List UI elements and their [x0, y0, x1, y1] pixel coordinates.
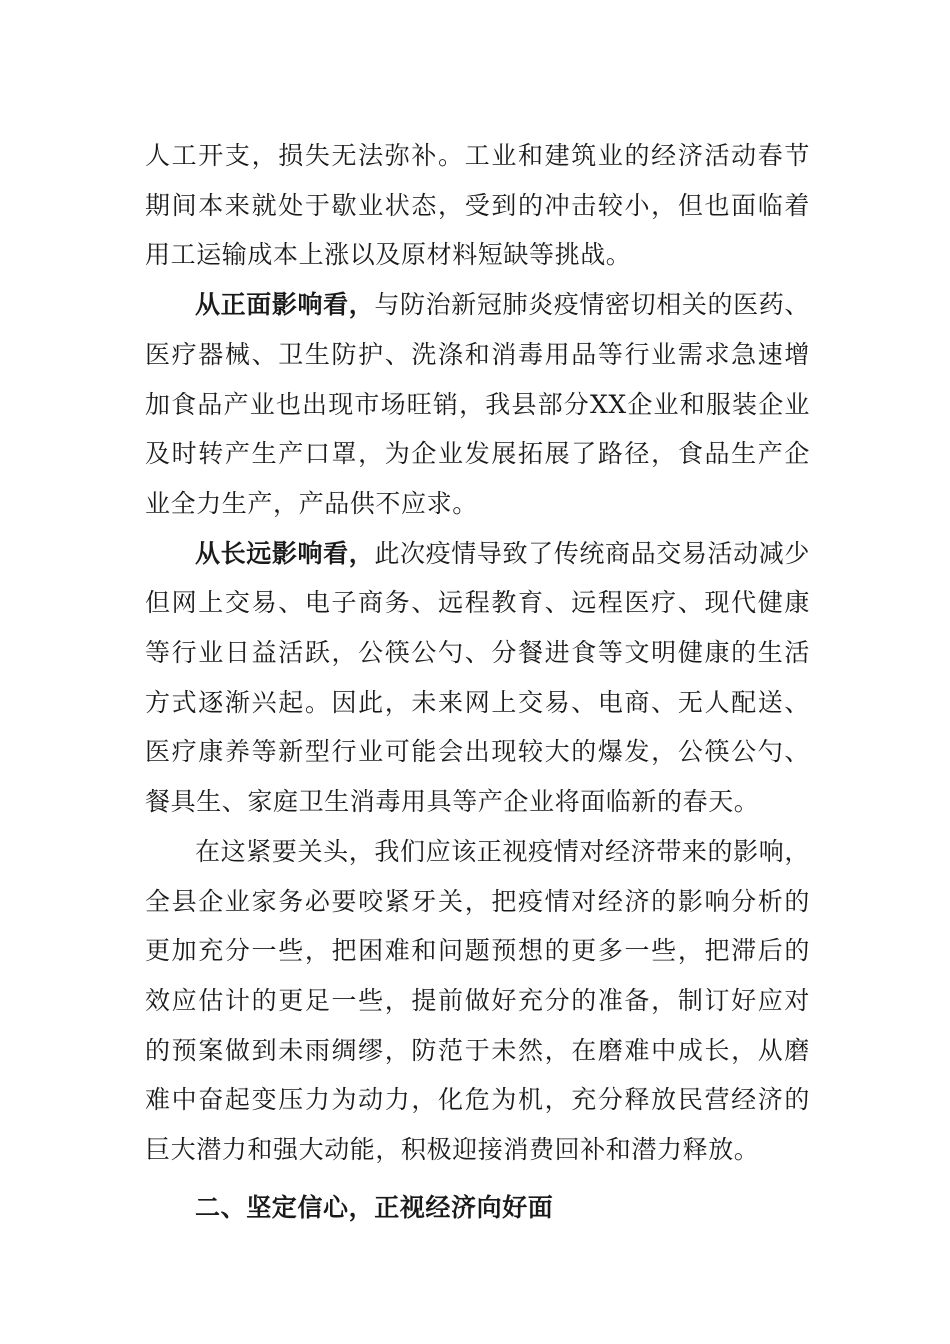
paragraph-continuation	[145, 131, 810, 280]
paragraph-lead-positive: 从正面影响看，	[195, 290, 375, 320]
paragraph-long-term-impact	[145, 529, 810, 827]
paragraph-positive-impact	[145, 280, 810, 529]
paragraph-text: 此次疫情导致了传统商品交易活动减少但网上交易、电子商务、远程教育、远程医疗、现代健康等行业日益活跃，公筷公勺、分餐进食等文明健康的生活方式逐渐兴起。因此，未来网上交易、电商、无人配送、医疗康养等新型行业可能会出现较大的爆发，公筷公勺、餐具生、家庭卫生消毒用具等产企业将面临新的春天。	[145, 538, 811, 817]
document-body	[145, 131, 810, 1232]
paragraph-text: 与防治新冠肺炎疫情密切相关的医药、医疗器械、卫生防护、洗涤和消毒用品等行业需求急速增加食品产业也出现市场旺销，我县部分XX企业和服装企业及时转产生产口罩，为企业发展拓展了路径，食品生产企业全力生产，产品供不应求。	[145, 290, 811, 518]
section-heading: 二、坚定信心，正视经济向好面	[195, 1192, 554, 1222]
paragraph-lead-long-term: 从长远影响看，	[195, 538, 375, 568]
paragraph-text: 人工开支，损失无法弥补。工业和建筑业的经济活动春节期间本来就处于歇业状态，受到的冲击较小，但也面临着用工运输成本上涨以及原材料短缺等挑战。	[145, 141, 810, 270]
paragraph-text: 在这紧要关头，我们应该正视疫情对经济带来的影响，全县企业家务必要咬紧牙关，把疫情对经济的影响分析的更加充分一些，把困难和问题预想的更多一些，把滞后的效应估计的更足一些，提前做好充分的准备，制订好应对的预案做到未雨绸缪，防范于未然，在磨难中成长，从磨难中奋起变压力为动力，化危为机，充分释放民营经济的巨大潜力和强大动能，积极迎接消费回补和潜力释放。	[145, 836, 810, 1165]
paragraph-critical-moment	[145, 827, 810, 1175]
